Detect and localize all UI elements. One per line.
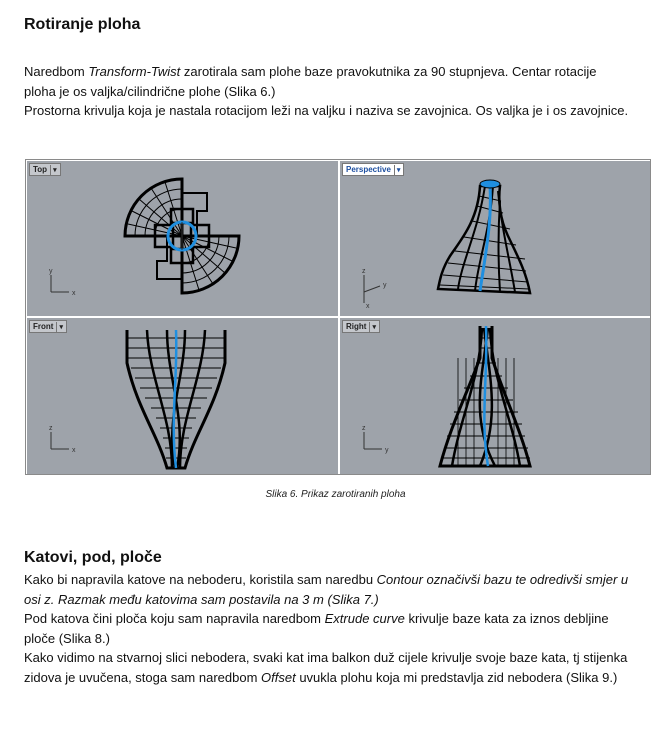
paragraph-line: Prostorna krivulja koja je nastala rotacijom leži na valjku i naziva se zavojnica. Os valjka je i os zavojnice. xyxy=(24,103,629,118)
axis-label-z: z xyxy=(49,425,53,432)
paragraph-line: ploče (Slika 8.) xyxy=(24,630,110,646)
viewport-tab-right[interactable] xyxy=(342,320,380,333)
paragraph-line xyxy=(24,590,654,610)
viewport-tab-perspective[interactable] xyxy=(342,163,404,176)
helix-top-ellipse xyxy=(480,180,500,188)
section1-body xyxy=(24,62,654,121)
axis-label-x: x xyxy=(72,447,76,454)
text-run-italic: osi z. Razmak među katovima sam postavila na 3 m (Slika 7.) xyxy=(24,591,379,607)
viewport-tab-front[interactable] xyxy=(29,320,67,333)
section2-body xyxy=(24,570,654,687)
paragraph-line xyxy=(24,62,654,82)
text-run: Naredbom xyxy=(24,64,89,79)
axis-label-y: y xyxy=(49,268,53,275)
axis-label-x: x xyxy=(366,303,370,310)
axis-gizmo xyxy=(51,432,69,449)
dropdown-arrow-icon[interactable]: ▾ xyxy=(50,165,57,176)
viewport-front[interactable] xyxy=(27,318,338,474)
section-heading-katovi: Katovi, pod, ploče xyxy=(24,549,162,566)
axis-label-x: x xyxy=(72,290,76,297)
command-name: Transform-Twist xyxy=(88,64,181,79)
axis-label-z: z xyxy=(362,268,366,275)
text-run: zidova je uvučena, stoga sam naredbom xyxy=(24,669,262,685)
command-name: Offset xyxy=(261,669,296,685)
figure-rhino-viewports xyxy=(25,159,651,475)
text-run: krivulje baze kata za iznos debljine xyxy=(404,611,609,626)
axis-gizmo xyxy=(364,432,382,449)
axis-gizmo xyxy=(51,275,69,292)
text-run: zarotirala sam plohe baze pravokutnika za 90 stupnjeva. Centar rotacije xyxy=(180,64,597,79)
front-view-drawing xyxy=(27,318,338,474)
command-name: Extrude curve xyxy=(324,611,405,626)
axis-label-y: y xyxy=(383,282,387,289)
tower-wireframe-perspective xyxy=(438,186,530,293)
text-run: Pod katova čini ploča koju sam napravila naredbom xyxy=(24,611,325,626)
top-view-drawing xyxy=(27,161,338,316)
text-run: uvukla plohu koja mi predstavlja zid nebodera (Slika 9.) xyxy=(295,669,618,685)
paragraph-line xyxy=(24,609,654,629)
paragraph-line: Kako vidimo na stvarnoj slici nebodera, svaki kat ima balkon duž cijele krivulje svoje baze kata, tj stijenka xyxy=(24,650,628,665)
axis-label-z: z xyxy=(362,425,366,432)
paragraph-line: ploha je os valjka/cilindrične plohe (Slika 6.) xyxy=(24,83,276,99)
viewport-top[interactable] xyxy=(27,161,338,316)
text-run: Kako bi napravila katove na neboderu, koristila sam naredbu xyxy=(24,572,377,587)
viewport-perspective[interactable] xyxy=(340,161,650,316)
viewport-label: Top xyxy=(33,165,48,174)
section-heading-rotiranje: Rotiranje ploha xyxy=(24,16,141,33)
axis-label-y: y xyxy=(385,447,389,454)
figure-caption: Slika 6. Prikaz zarotiranih ploha xyxy=(265,489,406,500)
perspective-view-drawing xyxy=(340,161,650,316)
axis-gizmo xyxy=(364,275,380,303)
right-view-drawing xyxy=(340,318,650,474)
viewport-label: Front xyxy=(33,322,54,331)
text-run-italic: Contour označivši bazu te odredivši smjer u xyxy=(376,572,629,587)
dropdown-arrow-icon[interactable]: ▾ xyxy=(394,165,401,176)
paragraph-line xyxy=(24,570,654,590)
paragraph-line xyxy=(24,668,654,688)
dropdown-arrow-icon[interactable]: ▾ xyxy=(56,322,63,333)
viewport-tab-top[interactable] xyxy=(29,163,61,176)
viewport-right[interactable] xyxy=(340,318,650,474)
viewport-label: Perspective xyxy=(346,165,391,174)
dropdown-arrow-icon[interactable]: ▾ xyxy=(369,322,376,333)
viewport-label: Right xyxy=(346,322,367,331)
